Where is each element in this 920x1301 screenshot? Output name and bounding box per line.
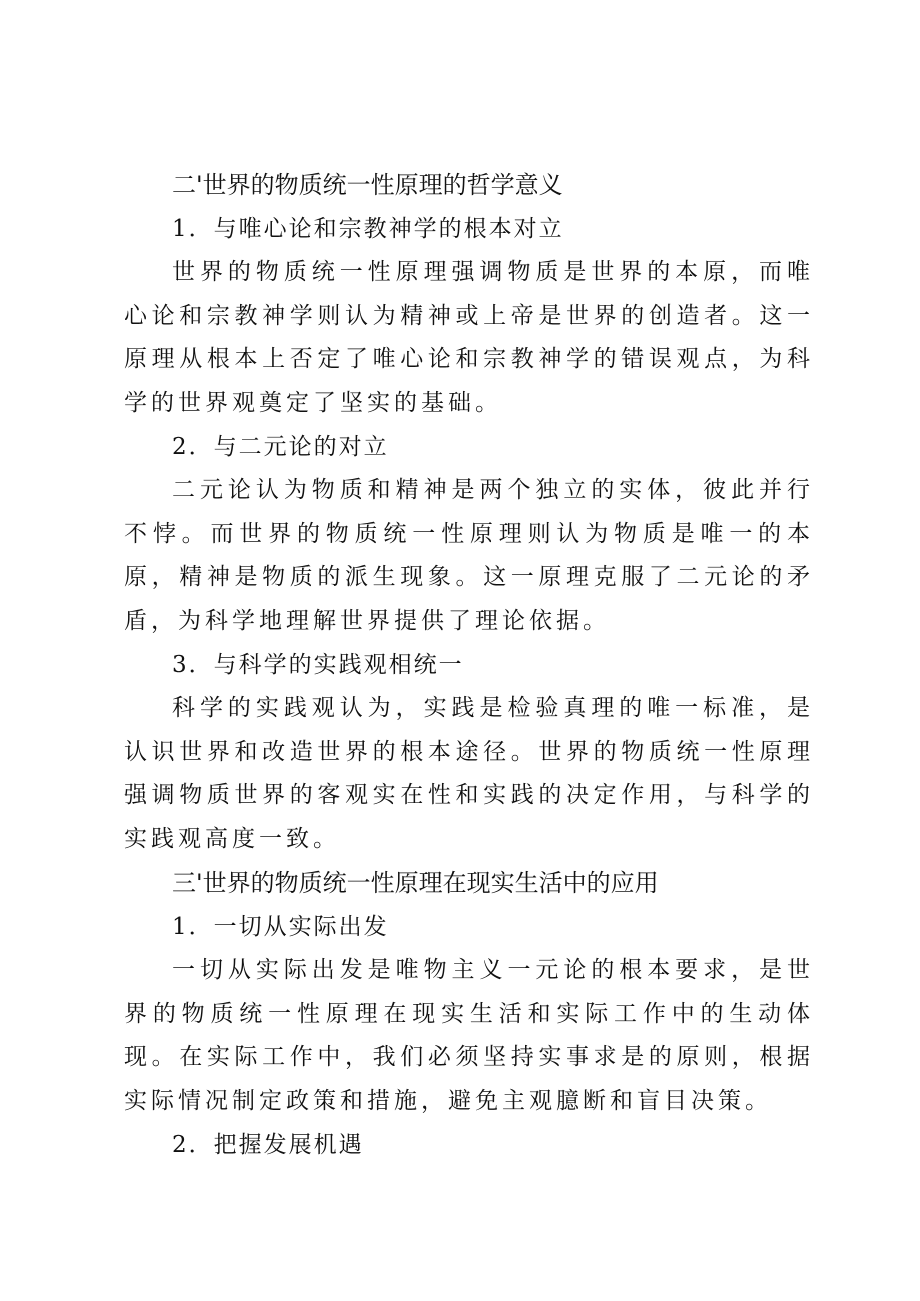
subsection-heading: 1．与唯心论和宗教神学的根本对立 bbox=[172, 216, 564, 242]
body-paragraph: 科学的实践观认为，实践是检验真理的唯一标准，是认识世界和改造世界的根本途径。世界的物质统一性原理强调物质世界的客观实在性和实践的决定作用，与科学的实践观高度一致。 bbox=[124, 695, 814, 852]
subsection-heading: 3．与科学的实践观相统一 bbox=[172, 652, 464, 678]
section-heading: 三'世界的物质统一性原理在现实生活中的应用 bbox=[172, 869, 659, 897]
subsection-heading: 2．与二元论的对立 bbox=[172, 434, 389, 460]
body-paragraph: 世界的物质统一性原理强调物质是世界的本原，而唯心论和宗教神学则认为精神或上帝是世界的创造者。这一原理从根本上否定了唯心论和宗教神学的错误观点，为科学的世界观奠定了坚实的基础。 bbox=[124, 259, 814, 416]
section-heading: 二'世界的物质统一性原理的哲学意义 bbox=[172, 171, 563, 199]
body-paragraph: 一切从实际出发是唯物主义一元论的根本要求，是世界的物质统一性原理在现实生活和实际工作中的生动体现。在实际工作中，我们必须坚持实事求是的原则，根据实际情况制定政策和措施，避免主观臆断和盲目决策。 bbox=[124, 957, 814, 1114]
document-body bbox=[124, 163, 814, 1167]
subsection-heading: 1．一切从实际出发 bbox=[172, 914, 389, 940]
body-paragraph: 二元论认为物质和精神是两个独立的实体，彼此并行不悖。而世界的物质统一性原理则认为物质是唯一的本原，精神是物质的派生现象。这一原理克服了二元论的矛盾，为科学地理解世界提供了理论依据。 bbox=[124, 477, 814, 634]
subsection-heading: 2．把握发展机遇 bbox=[172, 1132, 364, 1158]
